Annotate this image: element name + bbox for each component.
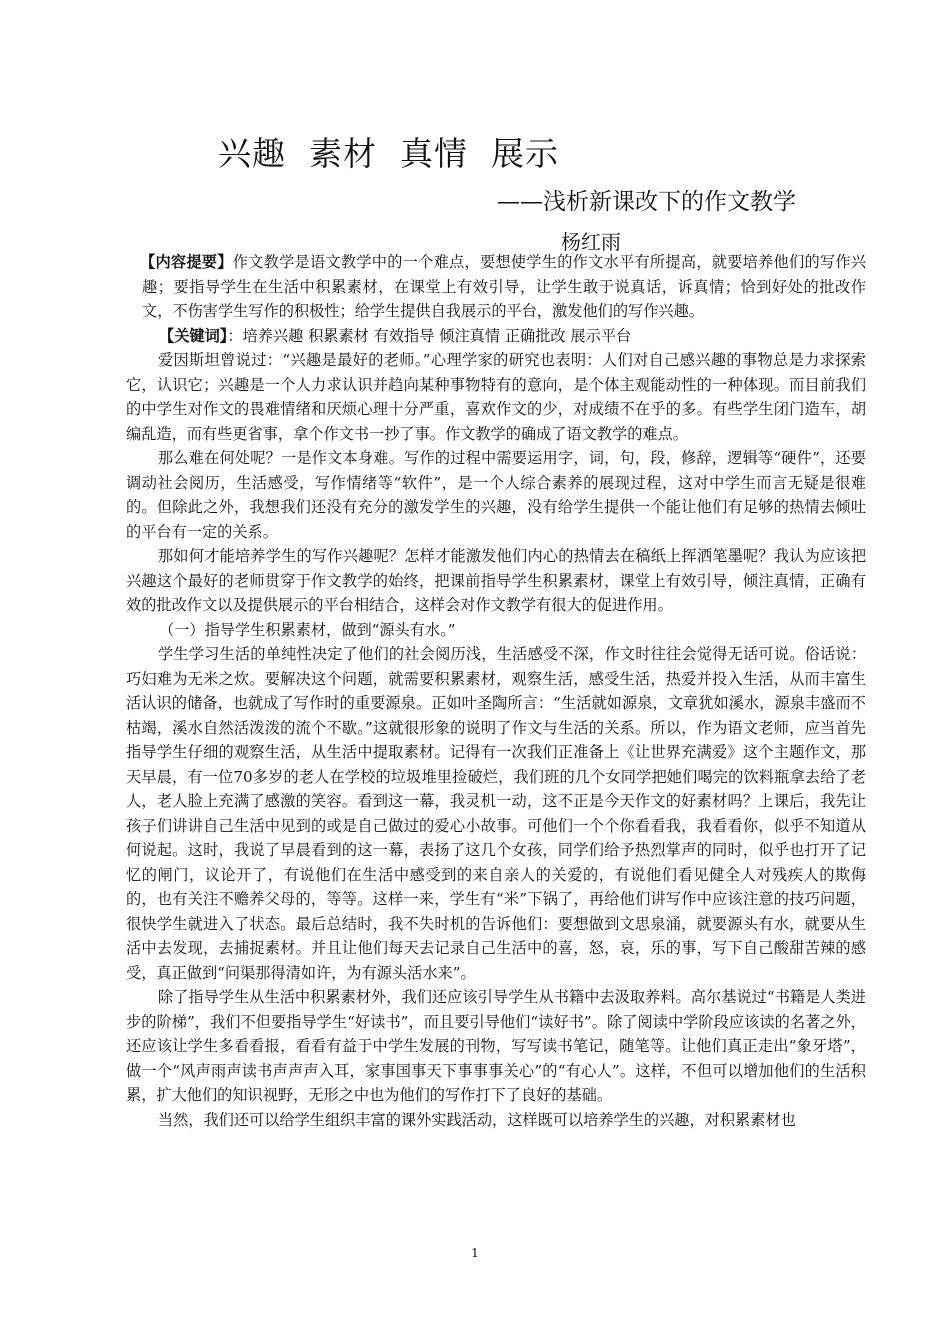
section-paragraph: 当然，我们还可以给学生组织丰富的课外实践活动，这样既可以培养学生的兴趣，对积累素材也	[157, 1110, 796, 1129]
keywords-label: 【关键词】	[159, 326, 228, 345]
abstract-paragraph	[126, 250, 866, 324]
section-paragraph: 除了指导学生从生活中积累素材外，我们还应该引导学生从书籍中去汲取养料。高尔基说过“书籍是人类进步的阶梯”，我们不但要指导学生“好读书”，而且要引导他们“读好书”。除了阅读中学阶段应该读的名著之外，还应该让学生多看看报，看看有益于中学生发展的刊物，写写读书笔记，随笔等。让他们真正走出“象牙塔”，做一个“风声雨声读书声声声入耳，家事国事天下事事事关心”的“有心人”。这样，不但可以增加他们的生活积累，扩大他们的知识视野，无形之中也为他们的写作打下了良好的基础。	[126, 988, 866, 1104]
author-name: 杨红雨	[561, 230, 621, 254]
body-paragraph: 那如何才能培养学生的写作兴趣呢？怎样才能激发他们内心的热情去在稿纸上挥洒笔墨呢？我认为应该把兴趣这个最好的老师贯穿于作文教学的始终，把课前指导学生积累素材，课堂上有效引导，倾注真情，正确有效的批改作文以及提供展示的平台相结合，这样会对作文教学有很大的促进作用。	[126, 547, 866, 614]
keywords-paragraph	[126, 324, 866, 349]
section-paragraph: 学生学习生活的单纯性决定了他们的社会阅历浅，生活感受不深，作文时往往会觉得无话可说。俗话说：巧妇难为无米之炊。要解决这个问题，就需要积累素材，观察生活，感受生活，热爱并投入生活，从而丰富生活认识的储备，也就成了写作时的重要源泉。正如叶圣陶所言：“生活就如源泉，文章犹如溪水，源泉丰盛而不枯竭，溪水自然活泼泼的流个不歇。”这就很形象的说明了作文与生活的关系。所以，作为语文老师，应当首先指导学生仔细的观察生活，从生活中提取素材。记得有一次我们正准备上《让世界充满爱》这个主题作文，那天早晨，有一位70多岁的老人在学校的垃圾堆里捡破烂，我们班的几个女同学把她们喝完的饮料瓶拿去给了老人，老人脸上充满了感激的笑容。看到这一幕，我灵机一动，这不正是今天作文的好素材吗？上课后，我先让孩子们讲讲自己生活中见到的或是自己做过的爱心小故事。可他们一个个你看看我，我看看你，似乎不知道从何说起。这时，我说了早晨看到的这一幕，表扬了这几个女孩，同学们给予热烈掌声的同时，似乎也打开了记忆的闸门，议论开了，有说他们在生活中感受到的来自亲人的关爱的，有说他们看见健全人对残疾人的欺侮的，也有关注不赡养父母的，等等。这样一来，学生有“米”下锅了，再给他们讲写作中应该注意的技巧问题，很快学生就进入了状态。最后总结时，我不失时机的告诉他们：要想做到文思泉涌，就要源头有水，就要从生活中去发现，去捕捉素材。并且让他们每天去记录自己生活中的喜，怒，哀，乐的事，写下自己酸甜苦辣的感受，真正做到“问渠那得清如许，为有源头活水来”。	[126, 645, 866, 982]
section-heading: （一）指导学生积累素材，做到“源头有水。”	[159, 620, 456, 639]
article-body	[126, 250, 866, 1132]
page-subtitle: ——浅析新课改下的作文教学	[497, 189, 796, 215]
page-number: 1	[471, 1246, 479, 1260]
body-paragraph: 那么难在何处呢？一是作文本身难。写作的过程中需要运用字，词，句，段，修辞，逻辑等“硬件”，还要调动社会阅历，生活感受，写作情绪等“软件”，是一个人综合素养的展现过程，这对中学生而言无疑是很难的。但除此之外，我想我们还没有充分的激发学生的兴趣，没有给学生提供一个能让他们有足够的热情去倾吐的平台有一定的关系。	[126, 449, 866, 541]
keywords-text: ：培养兴趣 积累素材 有效指导 倾注真情 正确批改 展示平台	[227, 326, 632, 345]
abstract-label: 【内容提要】	[140, 253, 233, 271]
abstract-text: 作文教学是语文教学中的一个难点，要想使学生的作文水平有所提高，就要培养他们的写作兴趣；要指导学生在生活中积累素材，在课堂上有效引导，让学生敢于说真话，诉真情；恰到好处的批改作文，不伤害学生写作的积极性；给学生提供自我展示的平台，激发他们的写作兴趣。	[142, 253, 867, 320]
page-title: 兴趣 素材 真情 展示	[218, 134, 559, 173]
body-paragraph: 爱因斯坦曾说过：“兴趣是最好的老师。”心理学家的研究也表明：人们对自己感兴趣的事物总是力求探索它，认识它；兴趣是一个人力求认识并趋向某种事物特有的意向，是个体主观能动性的一种体现。而目前我们的中学生对作文的畏难情绪和厌烦心理十分严重，喜欢作文的少，对成绩不在乎的多。有些学生闭门造车，胡编乱造，而有些更省事，拿个作文书一抄了事。作文教学的确成了语文教学的难点。	[126, 351, 866, 443]
